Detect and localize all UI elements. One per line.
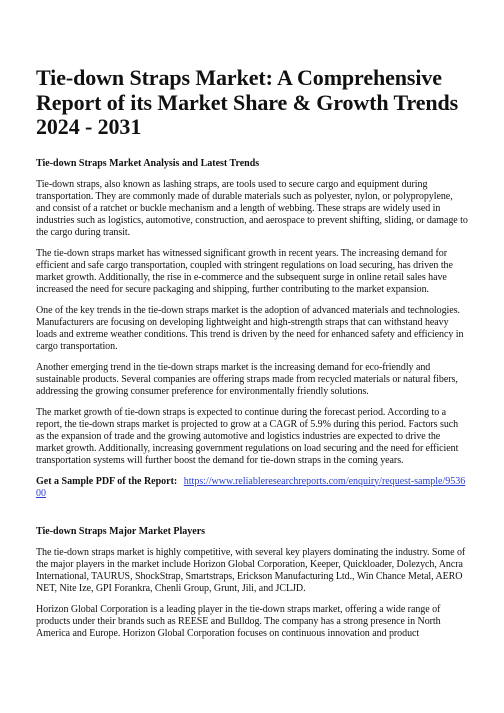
paragraph: Another emerging trend in the tie-down straps market is the increasing demand for eco-friendly and sustainable products. Several companies are offering straps made from recycled materials or natural fibers, addressing the growing consumer preference for environmentally friendly solutions. — [36, 361, 458, 397]
paragraph: The tie-down straps market has witnessed significant growth in recent years. The increasing demand for efficient and safe cargo transportation, coupled with stringent regulations on load securing, has driven the market growth. Additionally, the rise in e-commerce and the subsequent surge in online retail sales have increased the need for secure packaging and shipping, further contributing to the market expansion. — [36, 247, 453, 295]
sample-pdf-link[interactable]: https://www.reliableresearchreports.com/enquiry/request-sample/953600 — [36, 475, 466, 499]
section-heading-players: Tie-down Straps Major Market Players — [36, 525, 206, 537]
page-title: Tie-down Straps Market: A Comprehensive Report of its Market Share & Growth Trends 2024 - 2031 — [36, 65, 459, 139]
section-heading-analysis: Tie-down Straps Market Analysis and Latest Trends — [36, 157, 260, 169]
paragraph: Tie-down straps, also known as lashing straps, are tools used to secure cargo and equipment during transportation. They are commonly made of durable materials such as polyester, nylon, or polypropylene, and consist of a ratchet or buckle mechanism and a length of webbing. These straps are widely used in industries such as logistics, automotive, construction, and aerospace to prevent shifting, sliding, or damage to the cargo during transit. — [36, 178, 468, 238]
paragraph: One of the key trends in the tie-down straps market is the adoption of advanced materials and technologies. Manufacturers are focusing on developing lightweight and high-strength straps that can withstand heavy loads and extreme weather conditions. This trend is driven by the need for enhanced safety and efficiency in cargo transportation. — [36, 304, 464, 352]
paragraph: Horizon Global Corporation is a leading player in the tie-down straps market, offering a wide range of products under their brands such as REESE and Bulldog. The company has a strong presence in North America and Europe. Horizon Global Corporation focuses on continuous innovation and product — [36, 603, 441, 639]
paragraph: The market growth of tie-down straps is expected to continue during the forecast period. According to a report, the tie-down straps market is projected to grow at a CAGR of 5.9% during this period. Factors such as the expansion of trade and the growing automotive and logistics industries are expected to drive the market growth. Additionally, increasing government regulations on load securing and the need for efficient transportation systems will further boost the demand for tie-down straps in the coming years. — [36, 406, 459, 466]
sample-pdf-line — [36, 476, 468, 500]
sample-pdf-label: Get a Sample PDF of the Report: — [36, 475, 178, 487]
paragraph: The tie-down straps market is highly competitive, with several key players dominating the industry. Some of the major players in the market include Horizon Global Corporation, Keeper, Quickloader, Dolezych, Ancra International, TAURUS, ShockStrap, Smartstraps, Erickson Manufacturing Ltd., Win Chance Metal, AERO NET, Nite Ize, GPI Forankra, Chenli Group, Grunt, Jili, and JCLJD. — [36, 546, 466, 594]
